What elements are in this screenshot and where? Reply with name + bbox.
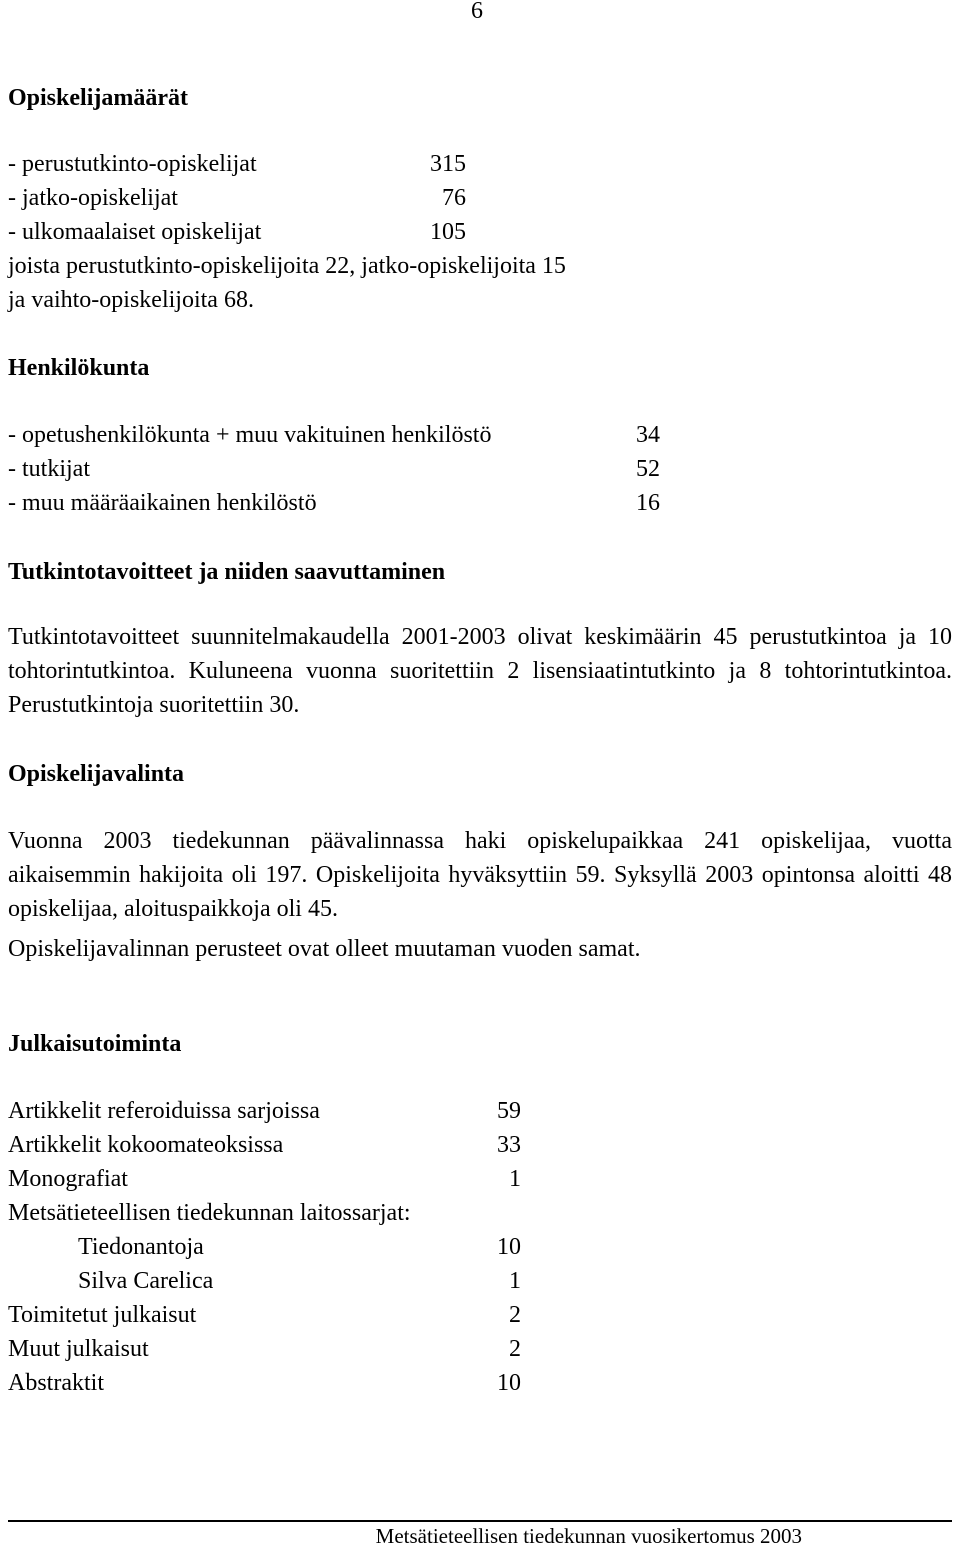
item-value: 315: [430, 151, 466, 177]
footer-divider: [8, 1520, 952, 1522]
opiskelijavalinta-paragraph-2: Opiskelijavalinnan perusteet ovat olleet muutaman vuoden samat.: [8, 936, 641, 962]
tutkintotavoitteet-paragraph: Tutkintotavoitteet suunnitelmakaudella 2001-2003 olivat keskimäärin 45 perustutkintoa ja 10 tohtorintutkintoa. Kuluneena vuonna suoritettiin 2 lisensiaatintutkinto ja 8 tohtorintutkintoa. Perustutkintoja suoritettiin 30.: [8, 624, 952, 718]
item-label: Monografiat: [8, 1166, 128, 1192]
item-label: - muu määräaikainen henkilöstö: [8, 490, 317, 516]
item-value: 2: [509, 1302, 521, 1328]
item-value: 33: [497, 1132, 521, 1158]
footer-text: Metsätieteellisen tiedekunnan vuosikertomus 2003: [375, 1524, 802, 1548]
item-label: Toimitetut julkaisut: [8, 1302, 197, 1328]
item-value: 105: [430, 219, 466, 245]
heading-henkilokunta: Henkilökunta: [8, 355, 150, 381]
item-value: 10: [497, 1234, 521, 1260]
item-value: 16: [636, 490, 660, 516]
item-label: Tiedonantoja: [78, 1234, 204, 1260]
item-label: Metsätieteellisen tiedekunnan laitossarjat:: [8, 1200, 411, 1226]
item-value: 34: [636, 422, 660, 448]
item-value: 1: [509, 1268, 521, 1294]
item-label: Artikkelit kokoomateoksissa: [8, 1132, 284, 1158]
item-value: 10: [497, 1370, 521, 1396]
item-value: 76: [442, 185, 466, 211]
item-value: 59: [497, 1098, 521, 1124]
students-note-line1: joista perustutkinto-opiskelijoita 22, jatko-opiskelijoita 15: [8, 253, 566, 279]
item-label: - perustutkinto-opiskelijat: [8, 151, 257, 177]
item-label: - jatko-opiskelijat: [8, 185, 178, 211]
opiskelijavalinta-paragraph: Vuonna 2003 tiedekunnan päävalinnassa haki opiskelupaikkaa 241 opiskelijaa, vuotta aikaisemmin hakijoita oli 197. Opiskelijoita hyväksyttiin 59. Syksyllä 2003 opintonsa aloitti 48 opiskelijaa, aloituspaikkoja oli 45.: [8, 828, 952, 922]
item-value: 1: [509, 1166, 521, 1192]
heading-opiskelijamaarat: Opiskelijamäärät: [8, 85, 188, 111]
item-label: Abstraktit: [8, 1370, 104, 1396]
item-value: 2: [509, 1336, 521, 1362]
item-label: Muut julkaisut: [8, 1336, 149, 1362]
item-label: Silva Carelica: [78, 1268, 214, 1294]
item-label: - tutkijat: [8, 456, 90, 482]
item-label: - ulkomaalaiset opiskelijat: [8, 219, 262, 245]
students-note-line2: ja vaihto-opiskelijoita 68.: [8, 287, 254, 313]
heading-opiskelijavalinta: Opiskelijavalinta: [8, 761, 185, 787]
heading-tutkintotavoitteet: Tutkintotavoitteet ja niiden saavuttaminen: [8, 559, 446, 585]
heading-julkaisutoiminta: Julkaisutoiminta: [8, 1031, 182, 1057]
page-number: 6: [471, 0, 483, 24]
item-label: - opetushenkilökunta + muu vakituinen henkilöstö: [8, 422, 492, 448]
item-label: Artikkelit referoiduissa sarjoissa: [8, 1098, 320, 1124]
item-value: 52: [636, 456, 660, 482]
